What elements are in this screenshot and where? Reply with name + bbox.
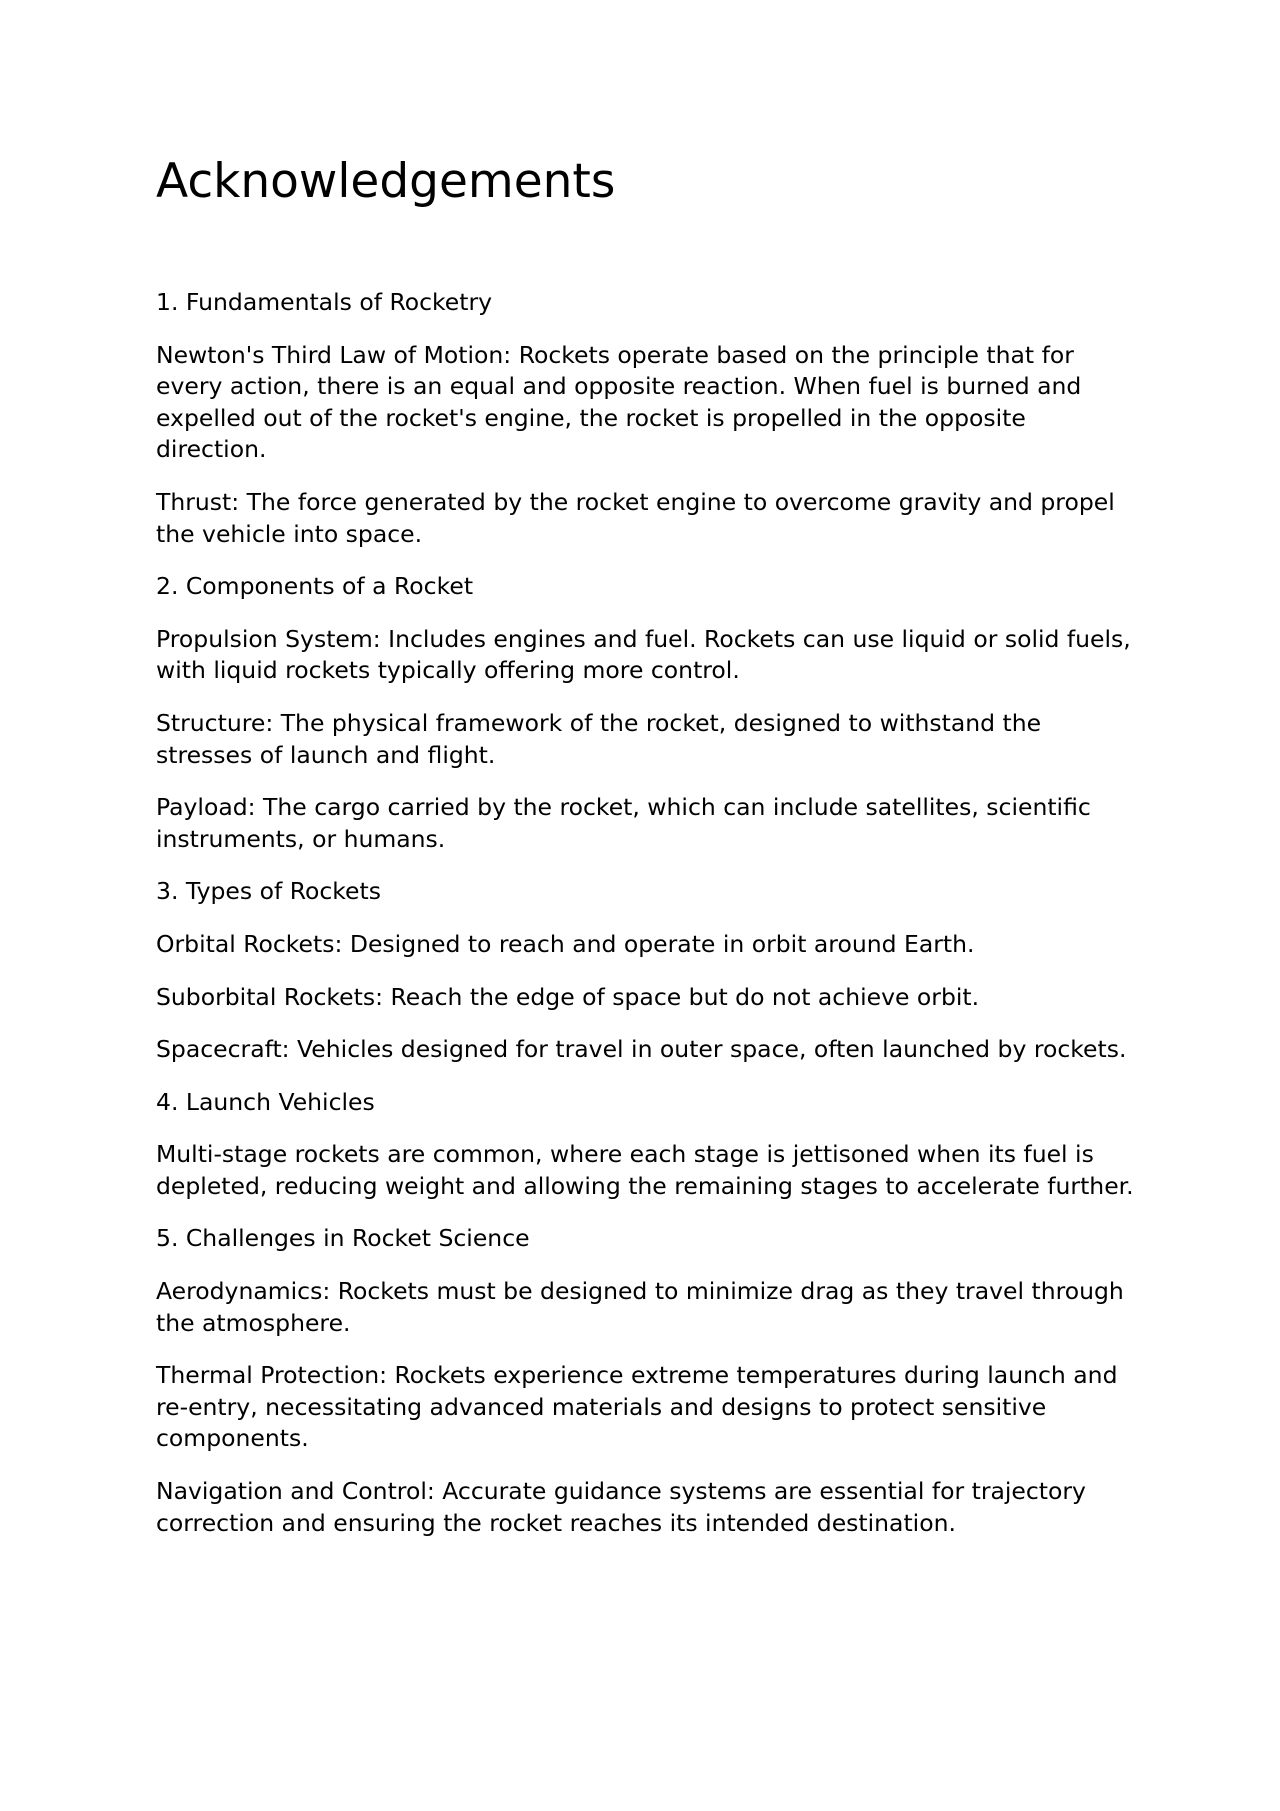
section-heading: 4. Launch Vehicles (156, 1087, 375, 1116)
paragraph: Aerodynamics: Rockets must be designed to minimize drag as they travel through the atmosphere. (156, 1277, 1124, 1337)
section-heading: 2. Components of a Rocket (156, 572, 474, 601)
paragraph: Thermal Protection: Rockets experience extreme temperatures during launch and re-entry, necessitating advanced materials and designs to protect sensitive components. (156, 1361, 1118, 1453)
page-title: Acknowledgements (156, 154, 616, 209)
section-heading: 1. Fundamentals of Rocketry (156, 288, 493, 316)
paragraph: Spacecraft: Vehicles designed for travel in outer space, often launched by rockets. (156, 1035, 1127, 1064)
paragraph: Payload: The cargo carried by the rocket, which can include satellites, scientific instruments, or humans. (156, 793, 1091, 853)
paragraph: Propulsion System: Includes engines and fuel. Rockets can use liquid or solid fuels, with liquid rockets typically offering more control. (156, 624, 1131, 685)
document-body (156, 287, 1136, 1539)
paragraph: Multi-stage rockets are common, where each stage is jettisoned when its fuel is depleted, reducing weight and allowing the remaining stages to accelerate further. (156, 1140, 1134, 1200)
paragraph: Thrust: The force generated by the rocket engine to overcome gravity and propel the vehicle into space. (156, 487, 1115, 548)
section-heading: 5. Challenges in Rocket Science (156, 1224, 530, 1253)
document-page (156, 150, 1136, 1560)
paragraph: Suborbital Rockets: Reach the edge of space but do not achieve orbit. (156, 982, 980, 1011)
section-heading: 3. Types of Rockets (156, 877, 381, 906)
paragraph: Newton's Third Law of Motion: Rockets operate based on the principle that for every action, there is an equal and opposite reaction. When fuel is burned and expelled out of the rocket's engine, the rocket is propelled in the opposite direction. (156, 340, 1082, 464)
paragraph: Navigation and Control: Accurate guidance systems are essential for trajectory correction and ensuring the rocket reaches its intended destination. (156, 1477, 1086, 1537)
paragraph: Orbital Rockets: Designed to reach and operate in orbit around Earth. (156, 929, 975, 958)
paragraph: Structure: The physical framework of the rocket, designed to withstand the stresses of launch and flight. (156, 708, 1042, 769)
